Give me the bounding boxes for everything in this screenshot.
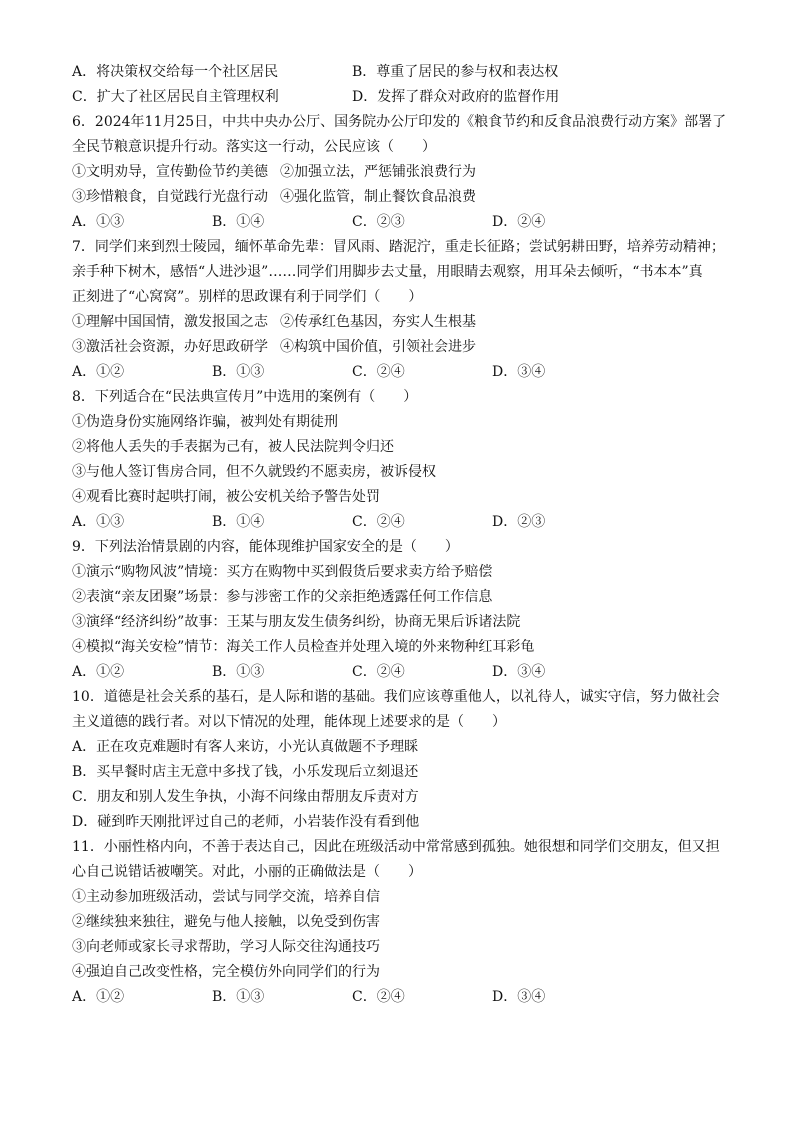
q11-option: C．②④ — [352, 989, 405, 1005]
q7-stem-line: 正刻进了“心窝窝”。别样的思政课有利于同学们（ ） — [72, 289, 423, 305]
q7-items-row — [72, 335, 732, 360]
q6-options-row — [72, 210, 732, 235]
q7-option: C．②④ — [352, 364, 405, 380]
q8-stem-line: 8．下列适合在“民法典宣传月”中选用的案例有（ ） — [72, 389, 418, 405]
q9-stem-line: 9．下列法治情景剧的内容，能体现维护国家安全的是（ ） — [72, 539, 459, 555]
q9-item: ②表演“亲友团聚”场景：参与涉密工作的父亲拒绝透露任何工作信息 — [72, 589, 493, 605]
q7-options-row — [72, 360, 732, 385]
q5-options-row-2 — [72, 85, 732, 110]
q6-option: C．②③ — [352, 214, 405, 230]
q5-options-row-1 — [72, 60, 732, 85]
q11-option: D．③④ — [492, 989, 546, 1005]
q7-item: ④构筑中国价值，引领社会进步 — [280, 339, 476, 355]
q6-item: ③珍惜粮食，自觉践行光盘行动 — [72, 189, 268, 205]
q6-item: ①文明劝导，宣传勤俭节约美德 — [72, 164, 268, 180]
q9-option: D．③④ — [492, 664, 546, 680]
q6-items-row — [72, 185, 732, 210]
q9-item: ④模拟“海关安检”情节：海关工作人员检查并处理入境的外来物种红耳彩龟 — [72, 639, 535, 655]
q8-item: ④观看比赛时起哄打闹，被公安机关给予警告处罚 — [72, 489, 380, 505]
q8-option: A．①③ — [72, 514, 125, 530]
q10-stem-line: 主义道德的践行者。对以下情况的处理，能体现上述要求的是（ ） — [72, 714, 506, 730]
q10-choice: D．碰到昨天刚批评过自己的老师，小岩装作没有看到他 — [72, 814, 420, 830]
q6-item: ②加强立法，严惩铺张浪费行为 — [280, 164, 476, 180]
q7-option: B．①③ — [212, 364, 265, 380]
q8-option: D．②③ — [492, 514, 546, 530]
q9-options-row — [72, 660, 732, 685]
q9-option: A．①② — [72, 664, 125, 680]
q11-options-row — [72, 985, 732, 1010]
q6-stem-line: 全民节粮意识提升行动。落实这一行动，公民应该（ ） — [72, 139, 436, 155]
q11-item: ②继续独来独往，避免与他人接触，以免受到伤害 — [72, 914, 380, 930]
q7-stem-line: 7．同学们来到烈士陵园，缅怀革命先辈：冒风雨、踏泥泞，重走长征路；尝试躬耕田野，培养劳动精神； — [72, 239, 725, 255]
q7-item: ②传承红色基因，夯实人生根基 — [280, 314, 476, 330]
q11-option: B．①③ — [212, 989, 265, 1005]
q11-item: ①主动参加班级活动，尝试与同学交流，培养自信 — [72, 889, 380, 905]
q11-stem-line: 11．小丽性格内向，不善于表达自己，因此在班级活动中常常感到孤独。她很想和同学们交朋友，但又担 — [72, 839, 720, 855]
q7-item: ③激活社会资源，办好思政研学 — [72, 339, 268, 355]
q8-options-row — [72, 510, 732, 535]
q6-option: B．①④ — [212, 214, 265, 230]
q7-item: ①理解中国国情，激发报国之志 — [72, 314, 268, 330]
q8-option: C．②④ — [352, 514, 405, 530]
q6-option: A．①③ — [72, 214, 125, 230]
q11-stem-line: 心自己说错话被嘲笑。对此，小丽的正确做法是（ ） — [72, 864, 422, 880]
q7-stem-line: 亲手种下树木，感悟“人进沙退”……同学们用脚步去丈量，用眼睛去观察，用耳朵去倾听，“书本本”真 — [72, 264, 703, 280]
q7-option: A．①② — [72, 364, 125, 380]
q11-item: ④强迫自己改变性格，完全模仿外向同学们的行为 — [72, 964, 380, 980]
q9-option: C．②④ — [352, 664, 405, 680]
q9-item: ③演绎“经济纠纷”故事：王某与朋友发生债务纠纷，协商无果后诉诸法院 — [72, 614, 521, 630]
q11-option: A．①② — [72, 989, 125, 1005]
q6-option: D．②④ — [492, 214, 546, 230]
q7-items-row — [72, 310, 732, 335]
q5-option-b: B．尊重了居民的参与权和表达权 — [352, 64, 559, 80]
q8-item: ①伪造身份实施网络诈骗，被判处有期徒刑 — [72, 414, 338, 430]
q8-item: ③与他人签订售房合同，但不久就毁约不愿卖房，被诉侵权 — [72, 464, 436, 480]
q9-option: B．①③ — [212, 664, 265, 680]
exam-page — [72, 60, 732, 1010]
q10-choice: C．朋友和别人发生争执，小海不问缘由帮朋友斥责对方 — [72, 789, 419, 805]
q10-choice: B．买早餐时店主无意中多找了钱，小乐发现后立刻退还 — [72, 764, 419, 780]
q5-option-c: C．扩大了社区居民自主管理权利 — [72, 89, 279, 105]
q10-stem-line: 10．道德是社会关系的基石，是人际和谐的基础。我们应该尊重他人，以礼待人，诚实守信，努力做社会 — [72, 689, 720, 705]
q5-option-a: A．将决策权交给每一个社区居民 — [72, 64, 279, 80]
q6-stem-line: 6．2024年11月25日，中共中央办公厅、国务院办公厅印发的《粮食节约和反食品浪费行动方案》部署了 — [72, 114, 727, 130]
q9-item: ①演示“购物风波”情境：买方在购物中买到假货后要求卖方给予赔偿 — [72, 564, 493, 580]
q10-choice: A．正在攻克难题时有客人来访，小光认真做题不予理睬 — [72, 739, 419, 755]
q8-item: ②将他人丢失的手表据为己有，被人民法院判令归还 — [72, 439, 394, 455]
q8-option: B．①④ — [212, 514, 265, 530]
q5-option-d: D．发挥了群众对政府的监督作用 — [352, 89, 560, 105]
q6-item: ④强化监管，制止餐饮食品浪费 — [280, 189, 476, 205]
q7-option: D．③④ — [492, 364, 546, 380]
q11-item: ③向老师或家长寻求帮助，学习人际交往沟通技巧 — [72, 939, 380, 955]
q6-items-row — [72, 160, 732, 185]
